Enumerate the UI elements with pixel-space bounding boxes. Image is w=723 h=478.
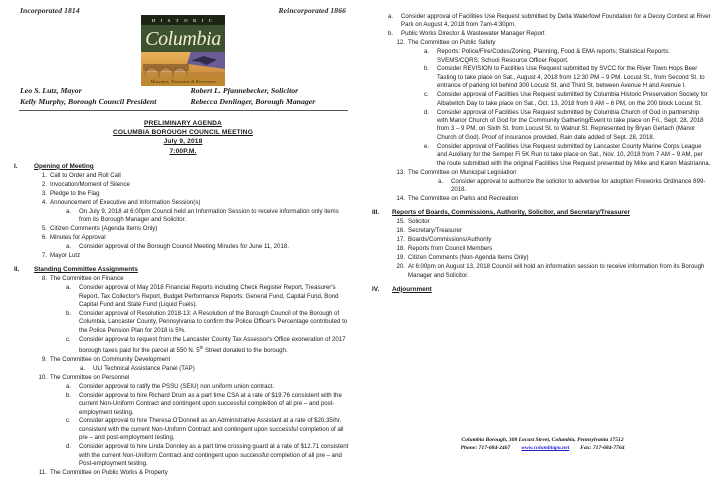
agenda-item — [36, 172, 352, 180]
agenda-item — [36, 356, 352, 373]
title-line-2: COLUMBIA BOROUGH COUNCIL MEETING — [113, 129, 253, 137]
agenda-item-number: 17. — [396, 236, 405, 244]
agenda-item-text: Call to Order and Roll Call — [50, 171, 121, 179]
page-title — [14, 119, 352, 156]
agenda-subitem-marker: a. — [66, 382, 72, 390]
agenda-item-text: Solicitor — [408, 218, 430, 226]
agenda-item-text: The Committee on Public Works & Property — [50, 469, 168, 477]
agenda-subitem-text: Consider approval of Facilities Use Request submitted by Delta Waterfowl Foundation for a Decoy Contest at River Park on August 4, 2018 from 7am-4:30pm. — [401, 13, 711, 29]
footer-fax: Fax: 717-684-7764 — [580, 445, 625, 451]
footer-phone: Phone: 717-684-2467 — [460, 445, 511, 451]
agenda-item-text: Mayor Lutz — [50, 252, 81, 260]
agenda-subitem-text: Consider approval to authorize the solicitor to advertise for adoption Fireworks Ordinance 899-2018. — [451, 177, 706, 193]
agenda-subitem-marker: a. — [388, 13, 394, 20]
agenda-item-number: 13. — [396, 168, 405, 176]
agenda-item-text: Citizen Comments (Agenda Items Only) — [50, 225, 158, 233]
agenda-subitem-marker: d. — [424, 108, 430, 116]
agenda-item-text: Citizen Comments (Non-Agenda Items Only) — [408, 254, 529, 262]
agenda-item — [36, 199, 352, 225]
footer-website-link[interactable]: www.columbiapa.net — [521, 445, 570, 451]
agenda-subitem — [80, 365, 352, 373]
agenda-item-text: Minutes for Approval — [50, 234, 106, 242]
agenda-subitem-text: Consider approval of Resolution 2018-13: A Resolution of the Borough Council of the Borough of Columbia, Lancaster County, Pennsylvania to confirm the Police Officer's Percentage contributed to the Police Pension Plan for 2018 is 5%. — [79, 309, 348, 334]
agenda-subitem — [424, 143, 711, 168]
agenda-subitem-marker: c. — [66, 335, 71, 343]
agenda-subitem — [66, 336, 352, 356]
agenda-item-number: 12. — [396, 39, 405, 47]
document-footer — [362, 436, 723, 452]
agenda-subitem-marker: a. — [66, 207, 72, 215]
page-column-right — [362, 0, 723, 294]
agenda-item — [394, 236, 711, 244]
agenda-item — [36, 252, 352, 260]
agenda-section-title: Adjournment — [392, 285, 432, 293]
logo-historic-band — [141, 15, 225, 25]
agenda-subitem — [438, 178, 711, 195]
agenda-item-text: The Committee on Finance — [50, 275, 124, 283]
agenda-subitem — [424, 65, 711, 90]
agenda-subitem — [388, 13, 711, 30]
agenda-body-left — [14, 163, 352, 478]
agenda-item — [36, 181, 352, 189]
reincorporated-text: Reincorporated 1866 — [278, 6, 346, 15]
agenda-item-text: The Committee on Parks and Recreation — [408, 195, 519, 203]
agenda-section-numeral: III. — [372, 208, 380, 216]
agenda-subitem-marker: b. — [66, 391, 72, 399]
masthead — [14, 6, 352, 84]
agenda-subitem-marker: a. — [438, 177, 444, 185]
agenda-subitem-marker: b. — [66, 309, 72, 317]
agenda-subitem-text: Consider approval to hire Theresa O'Donnell as an Administrative Assistant at a rate of $20.35/hr. consistent with the current Non-Uniform Contract and contingent upon successful completion of all pre – and post-employment testing. — [79, 417, 344, 442]
agenda-item — [36, 275, 352, 355]
masthead-divider — [19, 110, 348, 111]
agenda-subitem-marker: e. — [424, 142, 430, 150]
agenda-sublist — [408, 48, 711, 168]
agenda-item-number: 5. — [41, 225, 47, 233]
agenda-subitem-text: ULI Technical Assistance Panel (TAP) — [93, 365, 195, 372]
agenda-subitem-marker: a. — [80, 365, 86, 372]
agenda-subitem — [66, 417, 352, 442]
agenda-sublist — [50, 383, 352, 469]
agenda-item — [394, 245, 711, 253]
agenda-item — [394, 195, 711, 203]
logo-river-bridge-scene — [141, 52, 225, 77]
agenda-subitem-text: Consider approval to hire Richard Drum as a part time CSA at a rate of $19.76 consistent with the current Non-Uniform Contract and contingent upon successful completion of all pre – and post-employment testing. — [79, 391, 342, 416]
agenda-item-text: At 6:00pm on August 13, 2018 Council will hold an information session to receive information from its Borough Manager and Solicitor. — [408, 263, 705, 279]
agenda-sublist — [50, 365, 352, 373]
agenda-sublist — [50, 208, 352, 225]
agenda-item-number: 1. — [41, 171, 47, 179]
agenda-section-title: Opening of Meeting — [34, 162, 94, 170]
officers-block — [14, 84, 352, 107]
agenda-item-number: 11. — [38, 469, 47, 477]
agenda-subitem — [66, 284, 352, 309]
agenda-item-number: 10. — [38, 374, 47, 382]
borough-manager-name: Rebecca Denlinger, Borough Manager — [190, 96, 316, 106]
agenda-subitem — [388, 30, 711, 38]
agenda-item — [36, 234, 352, 251]
agenda-sublist — [50, 243, 352, 251]
agenda-subitem-marker: c. — [424, 91, 429, 99]
agenda-item-text: Invocation/Moment of Silence — [50, 180, 130, 188]
officer-row — [20, 97, 348, 108]
agenda-subitem-text: Consider approval of Facilities Use Request submitted by Columbia Historic Preservation Society for Albatwitch Day to take place on Sat., Oct. 13, 2018 from 9 AM – 6 PM, on the 200 block Locust St. — [437, 91, 708, 107]
agenda-subitem-text: On July 9, 2018 at 6:00pm Council held an Information Session to receive information only items from its Borough Manager and Solicitor. — [79, 207, 339, 224]
agenda-subitem-marker: a. — [66, 284, 72, 292]
agenda-item-text: Pledge to the Flag — [50, 189, 100, 197]
agenda-subitem-marker: c. — [66, 417, 71, 425]
agenda-subitem-text: Consider REVISION to Facilities Use Request submitted by SVCC for the River Town Hops Beer Tasting to take place on Sat., August 4, 2018 from 12:30 PM – 9 PM. Locust St., from Second St. to entrance of parking lot behind 300 Locust St. and Third St. between Avenue H and Avenue I. — [437, 65, 705, 90]
agenda-section-numeral: IV. — [372, 285, 380, 293]
agenda-item — [394, 254, 711, 262]
agenda-list — [14, 172, 352, 261]
logo-tagline-text: Museums, Treasures & Rivertown — [150, 79, 216, 84]
agenda-item-number: 16. — [396, 227, 405, 235]
agenda-item-text: The Committee on Public Safety — [408, 39, 496, 47]
agenda-subitem-text: Consider approval of Facilities Use Request submitted by Columbia Church of God in partnership with Manor Church of God for the Community Gathering/Event to take place on Fri., Sept. 28, 2018 from 3 – 9 PM, on Sixth St. from Locust St. to Walnut St. Represented by Bryan Gerlach (Manor Church of God). Proof of insurance provided. Rain date added of Sept. 28, 2018. — [437, 108, 704, 141]
agenda-subitem-text: Consider approval of Facilities Use Request submitted by Lancaster County Marine Corps League and Auxiliary for the Semper Fi 5K Run to take place on Sat., Nov. 10, 2018 from 7 AM – 9 AM, per the route submitted with the original Facilities Use Request presented by Mike and Karen Mastrianna. — [437, 142, 711, 167]
agenda-item-number: 19. — [396, 254, 405, 262]
agenda-item-text: The Committee on Municipal Legislation — [408, 168, 517, 176]
agenda-item-number: 2. — [41, 180, 47, 188]
agenda-item-text: Boards/Commissions/Authority — [408, 236, 492, 244]
agenda-list — [372, 39, 711, 203]
agenda-item — [36, 225, 352, 233]
incorporated-text: Incorporated 1814 — [20, 6, 80, 15]
agenda-body-right — [372, 13, 711, 294]
agenda-item-number: 7. — [41, 252, 47, 260]
agenda-subitem — [66, 443, 352, 468]
agenda-item — [394, 39, 711, 168]
agenda-subitem — [424, 91, 711, 108]
footer-address: Columbia Borough, 308 Locust Street, Columbia, Pennsylvania 17512 — [461, 437, 624, 443]
agenda-subitem-marker: b. — [424, 65, 430, 73]
agenda-item-number: 20. — [396, 263, 405, 271]
agenda-subitem — [66, 383, 352, 391]
agenda-subitem-text: Reports: Police/Fire/Codes/Zoning, Planning, Food & EMA reports; Statistical Reports: SVEMS/CQRS; School Resource Officer Report. — [437, 48, 670, 64]
agenda-sublist — [50, 284, 352, 355]
title-line-1: PRELIMINARY AGENDA — [144, 120, 222, 127]
incorporation-line — [14, 6, 352, 15]
agenda-subitem-text: Consider approval of May 2018 Financial Reports including Check Register Report, Treasurer's Report, Tax Collector's Report, Budget Performance Reports: General Fund, Capital Fund, Bond Capital Fund and State Fund (Liquid Fuels). — [79, 284, 339, 309]
solicitor-name: Robert L. Pfannebecker, Solicitor — [190, 86, 299, 95]
agenda-item-number: 6. — [41, 234, 47, 242]
agenda-item-number: 15. — [396, 218, 405, 226]
agenda-item-number: 3. — [41, 189, 47, 197]
agenda-item-number: 14. — [396, 195, 405, 203]
agenda-item — [36, 190, 352, 198]
agenda-subitem-marker: b. — [388, 30, 394, 38]
agenda-item-text: The Committee on Community Development — [50, 356, 171, 364]
agenda-item — [394, 218, 711, 226]
logo-name-band — [141, 25, 225, 52]
agenda-item-text: Announcement of Executive and Information Session(s) — [50, 199, 201, 206]
agenda-section-header — [14, 163, 352, 171]
logo-tagline-band — [141, 77, 225, 86]
title-meeting-time: 7:00P.M. — [169, 147, 197, 155]
agenda-subitem — [66, 208, 352, 225]
officer-row — [20, 86, 348, 97]
agenda-section-title: Standing Committee Assignments — [34, 266, 138, 274]
agenda-subitem-text: Consider approval to hire Linda Donnley as a part time crossing guard at a rate of $12.71 consistent with the current Non-Uniform Contract and contingent upon successful completion of all pre – and Post-employment testing. — [79, 443, 349, 468]
agenda-item — [394, 169, 711, 195]
agenda-item-text: The Committee on Personnel — [50, 374, 130, 382]
agenda-list — [372, 218, 711, 280]
footer-contact-line — [362, 444, 723, 452]
council-president-name: Kelly Murphy, Borough Council President — [20, 96, 157, 106]
agenda-section-header — [372, 286, 711, 294]
agenda-sublist — [408, 178, 711, 195]
agenda-subitem — [424, 109, 711, 143]
agenda-item — [394, 227, 711, 235]
agenda-item-text: Reports from Council Members — [408, 245, 493, 253]
agenda-subitem — [66, 392, 352, 417]
agenda-item-text: Secretary/Treasurer — [408, 227, 462, 235]
agenda-subitem-text: Consider approval of the Borough Council Meeting Minutes for June 11, 2018. — [79, 243, 289, 251]
agenda-item — [36, 374, 352, 469]
historic-columbia-logo-image — [141, 15, 225, 86]
agenda-subitem-text: Public Works Director & Wastewater Manager Report — [401, 30, 545, 38]
mayor-name: Leo S. Lutz, Mayor — [20, 86, 82, 95]
borough-logo — [141, 15, 225, 86]
agenda-item-number: 8. — [41, 275, 47, 283]
agenda-item-number: 18. — [396, 245, 405, 253]
agenda-section-title: Reports of Boards, Commissions, Authority, Solicitor, and Secretary/Treasurer — [392, 208, 630, 216]
agenda-item-number: 4. — [41, 199, 47, 206]
agenda-item — [36, 469, 352, 477]
agenda-subitem-text: Consider approval to ratify the PSSU (SEIU) non uniform union contract. — [79, 382, 275, 390]
agenda-subitem — [66, 243, 352, 251]
agenda-item-number: 9. — [41, 356, 47, 364]
agenda-subitem — [66, 310, 352, 335]
agenda-subitem-marker: a. — [66, 243, 72, 251]
agenda-subitem-marker: d. — [66, 443, 72, 451]
agenda-section-header — [372, 209, 711, 217]
agenda-sublist — [372, 13, 711, 39]
agenda-subitem — [424, 48, 711, 65]
agenda-subitem-marker: a. — [424, 48, 430, 56]
agenda-list — [14, 275, 352, 477]
logo-columbia-text: Columbia — [145, 27, 221, 50]
logo-historic-text: H I S T O R I C — [151, 17, 215, 23]
agenda-section-header — [14, 266, 352, 274]
agenda-subitem-text: Consider approval to request from the Lancaster County Tax Assessor's Office exoneration of 2017 borough taxes paid for the parcel at 550 N. 5th Street donated to the borough. — [79, 335, 346, 355]
agenda-item — [394, 263, 711, 280]
agenda-section-numeral: II. — [14, 266, 20, 274]
title-meeting-date: July 9, 2018 — [163, 138, 203, 146]
agenda-section-numeral: I. — [14, 162, 18, 170]
